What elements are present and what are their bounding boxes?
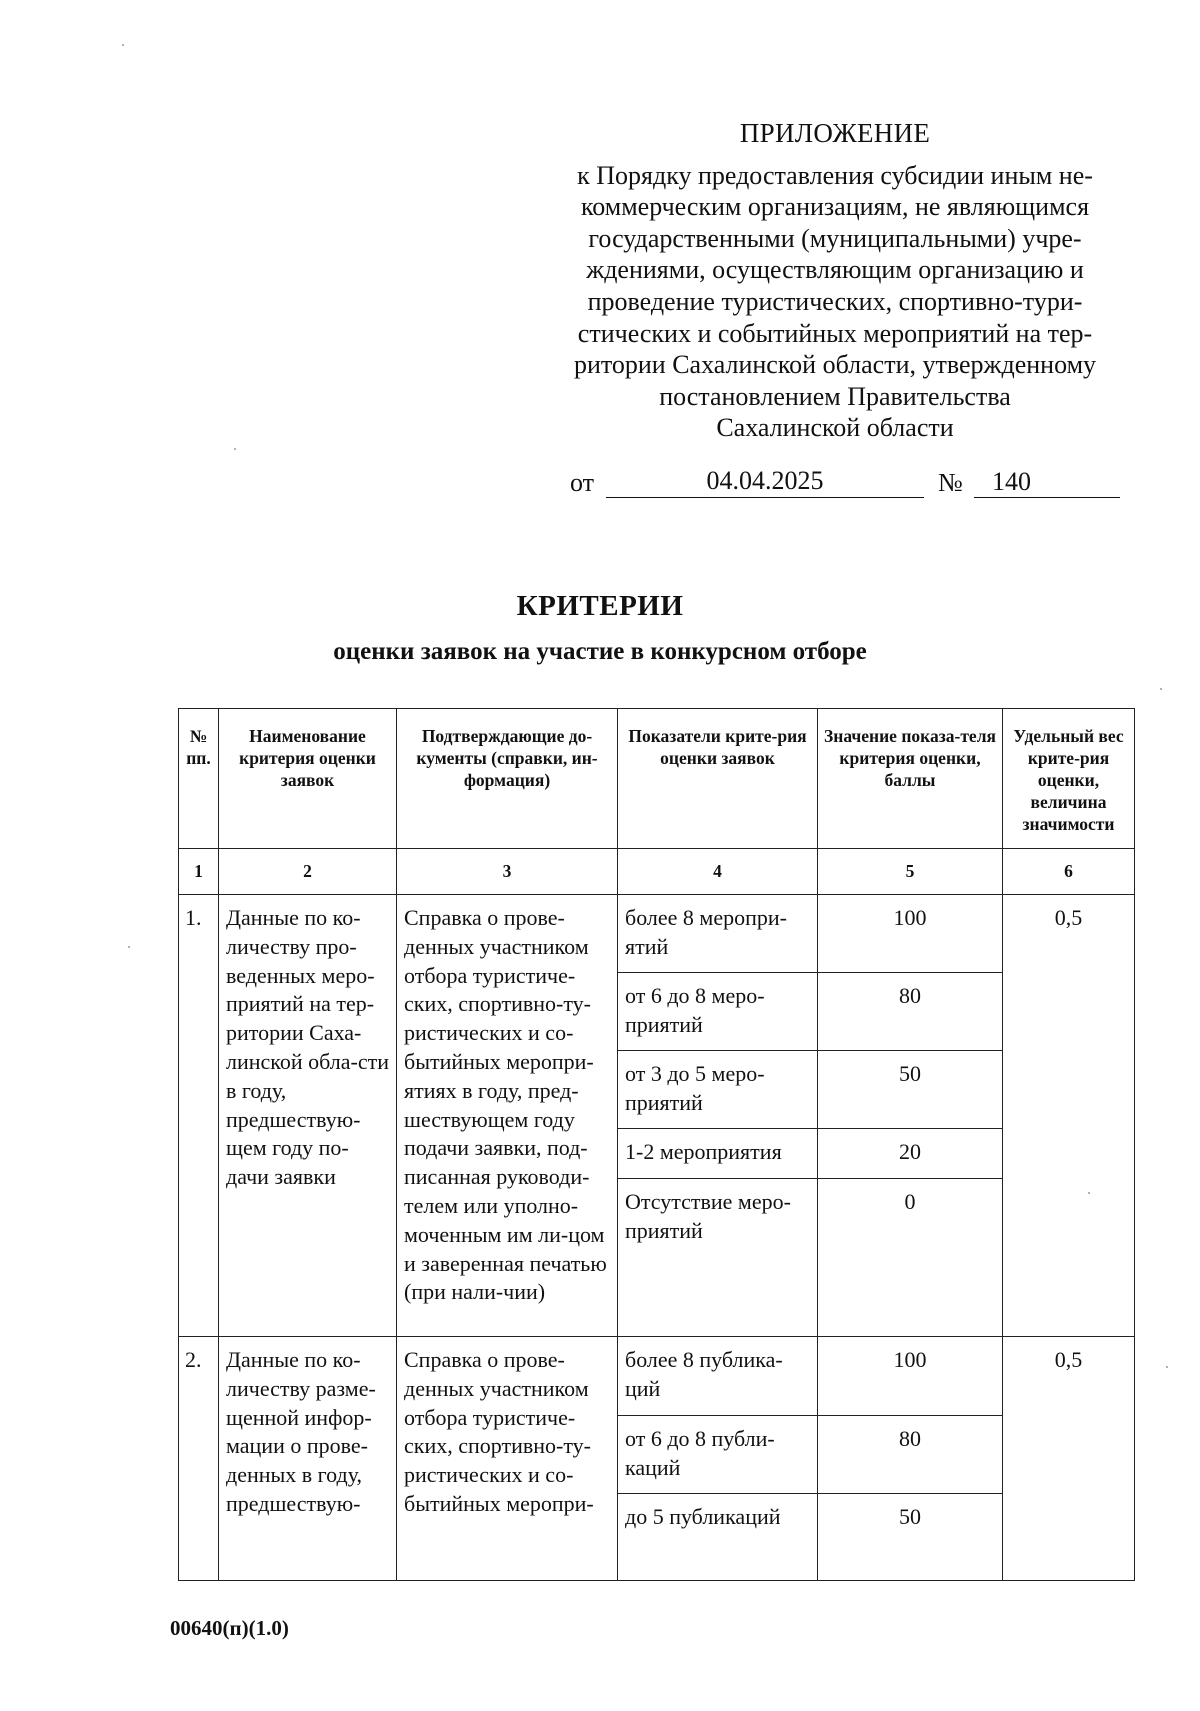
indicator-value: 50: [818, 1494, 1003, 1581]
indicator-value: 50: [818, 1051, 1003, 1129]
indicator-value: 0: [818, 1179, 1003, 1337]
indicator-label: до 5 публикаций: [618, 1494, 818, 1581]
table-row: [179, 1337, 1135, 1416]
indicator-label: от 6 до 8 публи-каций: [618, 1416, 818, 1494]
indicator-label: от 6 до 8 меро-приятий: [618, 973, 818, 1051]
column-number: 2: [219, 849, 397, 895]
appendix-line: ритории Сахалинской области, утвержденному: [573, 350, 1097, 380]
appendix-line: к Порядку предоставления субсидии иным не-: [577, 160, 1093, 190]
document-code: 00640(п)(1.0): [170, 1616, 289, 1640]
appendix-line: постановлением Правительства: [659, 381, 1011, 411]
number-prefix: №: [938, 468, 963, 497]
header-cell: Наименование критерия оценки заявок: [219, 709, 397, 849]
column-number: 3: [397, 849, 618, 895]
appendix-block: [540, 118, 1130, 444]
appendix-line: коммерческим организациям, не являющимся: [580, 192, 1090, 222]
indicator-value: 100: [818, 1337, 1003, 1416]
header-cell: Значение показа-теля критерия оценки, баллы: [818, 709, 1003, 849]
criteria-table: [178, 708, 1135, 1581]
column-number: 4: [618, 849, 818, 895]
appendix-line: Сахалинской области: [716, 413, 954, 443]
indicator-value: 80: [818, 973, 1003, 1051]
decree-date-line: [570, 462, 1130, 498]
column-number-row: [179, 849, 1135, 895]
header-cell: Показатели крите-рия оценки заявок: [618, 709, 818, 849]
decree-date: 04.04.2025: [606, 465, 924, 498]
appendix-line: стических и событийных мероприятий на тер-: [577, 318, 1093, 348]
appendix-line: ждениями, осуществляющим организацию и: [586, 255, 1084, 285]
header-cell: № пп.: [179, 709, 219, 849]
indicator-value: 100: [818, 895, 1003, 973]
criterion-weight: 0,5: [1003, 1337, 1135, 1581]
column-number: 6: [1003, 849, 1135, 895]
table-header-row: [179, 709, 1135, 849]
criterion-documents: Справка о прове-денных участником отбора туристиче-ских, спортивно-ту-ристических и со-бытийных меропри-ятиях в году, пред-шествующем году подачи заявки, под-писанная руководи-телем или уполно-моченным им ли-цом и заверенная печатью (при нали-чии): [397, 895, 618, 1337]
document-subtitle: оценки заявок на участие в конкурсном отборе: [333, 638, 867, 665]
scan-speck: [122, 44, 124, 46]
table-row: [179, 895, 1135, 973]
scan-speck: [1088, 1192, 1090, 1194]
indicator-label: от 3 до 5 меро-приятий: [618, 1051, 818, 1129]
indicator-label: более 8 меропри-ятий: [618, 895, 818, 973]
decree-number: 140: [974, 466, 1120, 498]
scan-speck: [234, 448, 236, 450]
appendix-line: государственными (муниципальными) учре-: [588, 223, 1082, 253]
appendix-line: проведение туристических, спортивно-тури-: [587, 286, 1083, 316]
criterion-documents: Справка о прове-денных участником отбора туристиче-ских, спортивно-ту-ристических и со-бытийных меропри-: [397, 1337, 618, 1581]
indicator-value: 80: [818, 1416, 1003, 1494]
row-index: 1.: [179, 895, 219, 1337]
header-cell: Удельный вес крите-рия оценки, величина значимости: [1003, 709, 1135, 849]
column-number: 1: [179, 849, 219, 895]
document-title: КРИТЕРИИ: [516, 590, 684, 622]
indicator-label: Отсутствие меро-приятий: [618, 1179, 818, 1337]
criterion-name: Данные по ко-личеству разме-щенной инфор-мации о прове-денных в году, предшествую-: [219, 1337, 397, 1581]
criterion-weight: 0,5: [1003, 895, 1135, 1337]
scan-speck: [1160, 688, 1162, 690]
date-prefix: от: [570, 468, 595, 497]
header-cell: Подтверждающие до-кументы (справки, ин-формация): [397, 709, 618, 849]
criterion-name: Данные по ко-личеству про-веденных меро-приятий на тер-ритории Саха-линской обла-сти в году, предшествую-щем году по-дачи заявки: [219, 895, 397, 1337]
indicator-label: 1-2 мероприятия: [618, 1129, 818, 1179]
column-number: 5: [818, 849, 1003, 895]
indicator-label: более 8 публика-ций: [618, 1337, 818, 1416]
indicator-value: 20: [818, 1129, 1003, 1179]
scan-speck: [128, 946, 130, 948]
appendix-title: ПРИЛОЖЕНИЕ: [739, 118, 931, 148]
row-index: 2.: [179, 1337, 219, 1581]
scan-speck: [1166, 1366, 1168, 1368]
